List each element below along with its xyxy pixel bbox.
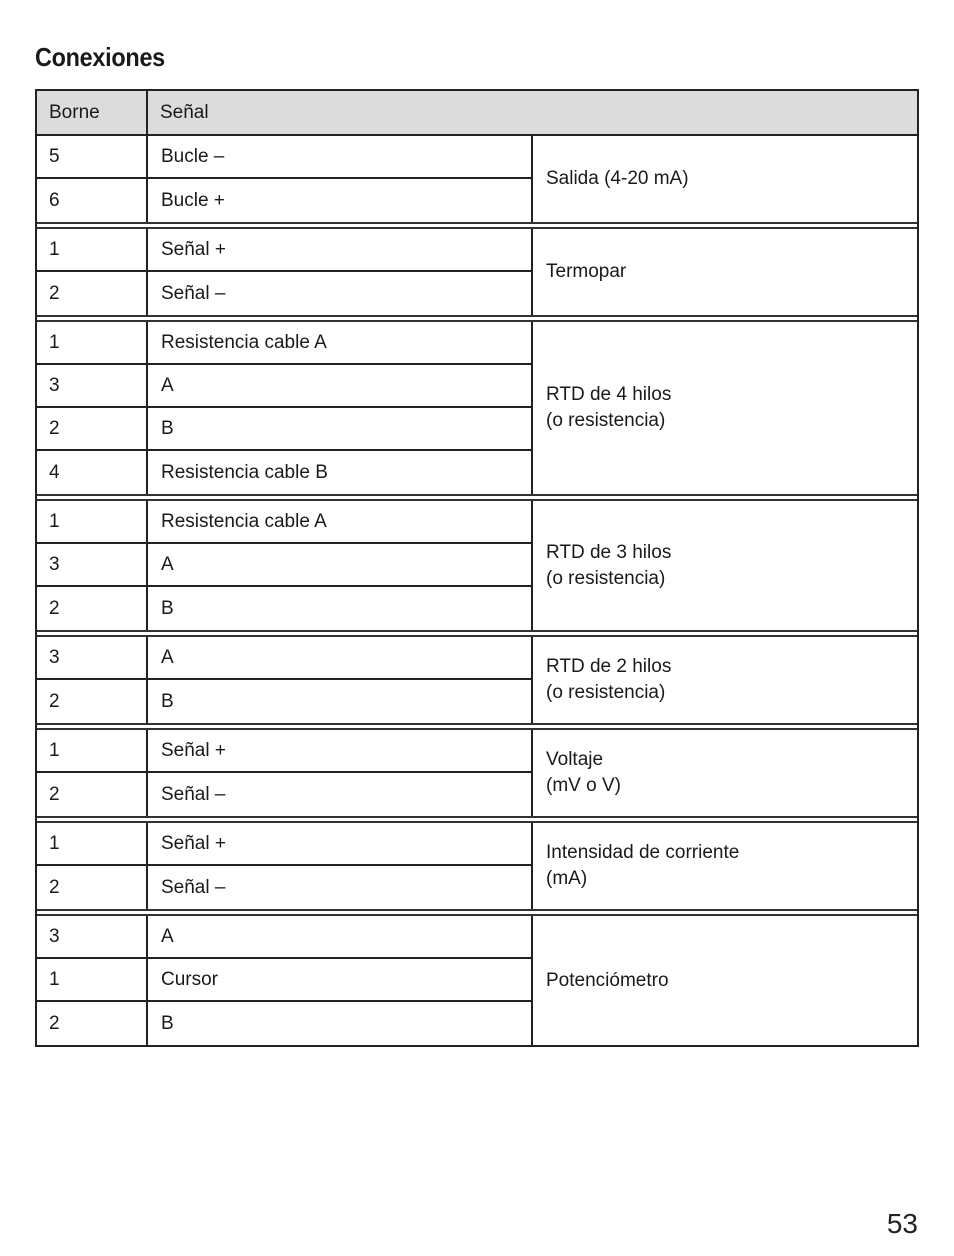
senal-cell: Resistencia cable A xyxy=(148,501,533,544)
signal-type-line: (mV o V) xyxy=(546,775,621,796)
senal-cell: B xyxy=(148,1002,533,1045)
borne-cell: 5 xyxy=(37,136,148,179)
signal-group xyxy=(37,494,917,630)
signal-type-label xyxy=(533,637,917,723)
senal-cell: A xyxy=(148,916,533,959)
borne-cell: 2 xyxy=(37,408,148,451)
borne-cell: 1 xyxy=(37,823,148,866)
signal-type-label xyxy=(533,501,917,630)
signal-type-label xyxy=(533,229,917,315)
borne-cell: 2 xyxy=(37,866,148,909)
borne-cell: 1 xyxy=(37,501,148,544)
signal-group xyxy=(37,315,917,494)
signal-group xyxy=(37,816,917,909)
borne-cell: 1 xyxy=(37,730,148,773)
signal-group xyxy=(37,909,917,1045)
table-body xyxy=(37,136,917,1045)
signal-group xyxy=(37,630,917,723)
borne-cell: 2 xyxy=(37,680,148,723)
header-borne: Borne xyxy=(37,91,148,134)
signal-group xyxy=(37,723,917,816)
signal-type-line: Potenciómetro xyxy=(546,969,669,991)
signal-type-line: Voltaje xyxy=(546,749,604,770)
signal-type-line: (o resistencia) xyxy=(546,567,666,589)
page-number: 53 xyxy=(886,1208,918,1239)
senal-cell: Señal + xyxy=(148,229,533,272)
borne-cell: 1 xyxy=(37,229,148,272)
connections-table xyxy=(35,89,919,1047)
senal-cell: B xyxy=(148,587,533,630)
borne-cell: 3 xyxy=(37,544,148,587)
borne-cell: 1 xyxy=(37,322,148,365)
senal-cell: Señal – xyxy=(148,773,533,816)
borne-cell: 2 xyxy=(37,587,148,630)
signal-type-line: RTD de 4 hilos xyxy=(546,384,672,405)
senal-cell: Resistencia cable A xyxy=(148,322,533,365)
borne-cell: 3 xyxy=(37,916,148,959)
signal-group xyxy=(37,136,917,222)
senal-cell: Resistencia cable B xyxy=(148,451,533,494)
signal-type-label xyxy=(533,823,917,909)
signal-type-line: Salida (4-20 mA) xyxy=(546,168,689,189)
senal-cell: Señal – xyxy=(148,272,533,315)
senal-cell: A xyxy=(148,544,533,587)
signal-type-line: (o resistencia) xyxy=(546,682,666,703)
signal-type-line: (o resistencia) xyxy=(546,410,666,431)
signal-type-line: (mA) xyxy=(546,868,588,889)
signal-type-line: RTD de 3 hilos xyxy=(546,541,672,563)
signal-type-line: RTD de 2 hilos xyxy=(546,656,672,677)
borne-cell: 4 xyxy=(37,451,148,494)
senal-cell: Señal – xyxy=(148,866,533,909)
senal-cell: Señal + xyxy=(148,823,533,866)
borne-cell: 2 xyxy=(37,773,148,816)
signal-type-label xyxy=(533,916,917,1045)
signal-type-line: Intensidad de corriente xyxy=(546,842,740,863)
senal-cell: A xyxy=(148,365,533,408)
senal-cell: Bucle + xyxy=(148,179,533,222)
borne-cell: 6 xyxy=(37,179,148,222)
borne-cell: 2 xyxy=(37,1002,148,1045)
signal-type-label xyxy=(533,730,917,816)
senal-cell: Cursor xyxy=(148,959,533,1002)
borne-cell: 3 xyxy=(37,365,148,408)
borne-cell: 2 xyxy=(37,272,148,315)
senal-cell: A xyxy=(148,637,533,680)
signal-type-label xyxy=(533,136,917,222)
senal-cell: Bucle – xyxy=(148,136,533,179)
header-senal: Señal xyxy=(160,101,209,123)
signal-type-label xyxy=(533,322,917,494)
borne-cell: 1 xyxy=(37,959,148,1002)
senal-cell: B xyxy=(148,408,533,451)
page-title: Conexiones xyxy=(35,42,165,72)
table-header xyxy=(37,91,917,136)
senal-cell: Señal + xyxy=(148,730,533,773)
signal-type-line: Termopar xyxy=(546,261,627,282)
borne-cell: 3 xyxy=(37,637,148,680)
senal-cell: B xyxy=(148,680,533,723)
signal-group xyxy=(37,222,917,315)
